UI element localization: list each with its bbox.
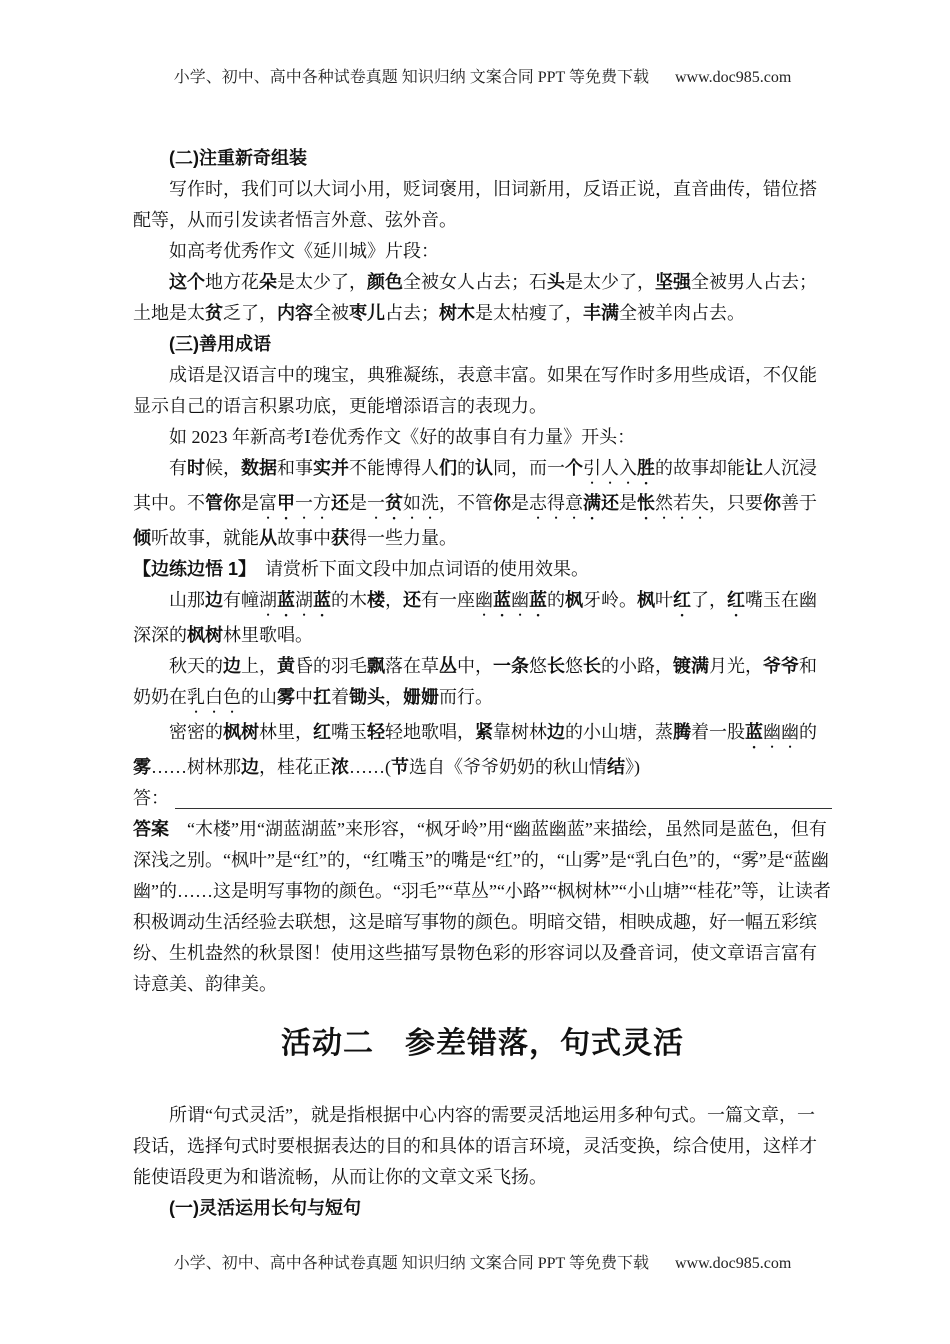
text-run: 们 [439,458,457,478]
text-run: 落在草 [385,656,439,676]
text-run: 头 [547,272,565,292]
text-run: 湖 [295,590,313,610]
text-run: 和奶奶在 [133,656,817,707]
paragraph [133,236,832,267]
text-run: 枫 [565,590,583,610]
text-run: 的故事却能 [655,458,745,478]
text-run: 写作时，我们可以大词小用，贬词褒用，旧词新用，反语正说，直音曲传，错位搭配等，从而引发读者悟言外意、弦外音。 [133,179,817,230]
text-run: 是 [511,493,529,513]
text-run: 和事 [277,458,313,478]
text-run: 是太少了， [565,272,655,292]
text-run: 的 [799,722,817,742]
text-run: 满 [583,493,601,513]
text-run: 地方花 [205,272,259,292]
text-run: 枫 [637,590,655,610]
text-run: 紧 [475,722,493,742]
text-run: 一方 [295,493,331,513]
text-run: 有幢 [223,590,259,610]
text-run: 幽幽 [763,722,799,742]
text-run: 你 [493,493,511,513]
text-run: 是 [619,493,637,513]
text-run: 了， [691,590,727,610]
text-run: 答案 [133,819,169,839]
section-heading-3 [133,329,832,360]
text-run: 选自《爷爷奶奶的秋山情 [409,757,607,777]
text-run: 让 [745,458,763,478]
text-run: 一条 [493,656,529,676]
text-run: 扛 [313,687,331,707]
text-run: 是 [349,493,367,513]
text-run: 一 [367,493,385,513]
text-run: 还 [601,493,619,513]
text-run: ， [385,687,403,707]
text-run: 认 [475,458,493,478]
text-run: 有 [169,458,187,478]
text-run: 听故事，就能 [151,528,259,548]
text-run: 是 [241,493,259,513]
text-run: 时 [187,458,205,478]
text-run: 丛 [439,656,457,676]
text-run: 蓝 [313,590,331,610]
text-run: 红 [727,590,745,610]
text-run: 全被女人占去；石 [403,272,547,292]
text-run: 占去； [385,303,439,323]
text-run: 胜 [637,458,655,478]
text-run: 爷爷 [763,656,799,676]
text-run: 是太少了， [277,272,367,292]
text-run: 树木 [439,303,475,323]
text-run: 着一股 [691,722,745,742]
passage-paragraph [133,651,832,717]
page-footer [133,1250,832,1273]
text-run: 全被男人占去；土地是太 [133,272,817,323]
text-run: ，不管 [439,493,493,513]
text-run: 雾 [133,757,151,777]
paragraph [133,1100,832,1193]
text-run: 着 [331,687,349,707]
paragraph [133,360,832,422]
text-run: 锄头 [349,687,385,707]
text-run: 甲 [277,493,295,513]
text-run: 的山 [241,687,277,707]
text-run: 贫 [385,493,403,513]
text-run: 》) [625,757,640,777]
text-run: ，桂花正 [259,757,331,777]
page-header [133,64,832,87]
text-run: 个 [565,458,583,478]
text-run: 浓 [331,757,349,777]
text-run: 获 [331,528,349,548]
text-run: ， [385,590,403,610]
text-run: 边 [241,757,259,777]
text-run: 中， [457,656,493,676]
text-run: 长 [583,656,601,676]
answer-label: 答： [133,788,169,808]
text-run: 全被 [313,303,349,323]
text-run: 实并 [313,458,349,478]
header-url: www.doc985.com [675,69,792,86]
answer-blank-row [133,783,832,814]
text-run: 蓝 [529,590,547,610]
text-run: (二)注重新奇组装 [169,148,307,168]
text-run: (一)灵活运用长句与短句 [169,1198,361,1218]
footer-text: 小学、初中、高中各种试卷真题 知识归纳 文案合同 PPT 等免费下载 [173,1255,649,1272]
text-run: 枫树 [187,625,223,645]
text-run: 【边练边悟 1】 [133,559,248,579]
example-paragraph [133,453,832,554]
text-run: 贫 [205,303,223,323]
text-run: 结 [607,757,625,777]
text-run: 幽 [475,590,493,610]
answer-blank-line [175,807,832,809]
text-run: 黄 [277,656,295,676]
text-run: 乳白色 [187,687,241,707]
text-run: 不能博得人 [349,458,439,478]
text-run: 有一座 [421,590,475,610]
text-run: 如洗 [403,493,439,513]
text-run: 枫树 [223,722,259,742]
text-run: 人沉浸其中。不 [133,458,817,513]
text-run: 数据 [241,458,277,478]
text-run: 上， [241,656,277,676]
text-run: 倾 [133,528,151,548]
text-run: 节 [391,757,409,777]
text-run: 靠树林 [493,722,547,742]
text-run: 轻 [367,722,385,742]
text-run: 全被羊肉占去。 [619,303,745,323]
text-run: 边 [223,656,241,676]
section-heading-1 [133,1193,832,1224]
text-run: 的小山塘，蒸 [565,722,673,742]
paragraph [133,422,832,453]
text-run: 秋天的 [169,656,223,676]
text-run: 乏了， [223,303,277,323]
text-run: 成语是汉语言中的瑰宝，典雅凝练，表意丰富。如果在写作时多用些成语，不仅能显示自己的语言积累功底，更能增添语言的表现力。 [133,365,817,416]
text-run: 幽 [511,590,529,610]
text-run: 飘 [367,656,385,676]
text-run: 的小路， [601,656,673,676]
text-run: 然若失 [655,493,709,513]
text-run: 活动二 参差错落，句式灵活 [281,1027,684,1060]
text-run: 请赏析下面文段中加点词语的使用效果。 [247,559,590,579]
text-run: 候， [205,458,241,478]
text-run: 还 [403,590,421,610]
text-run: 蓝 [493,590,511,610]
text-run: 是太枯瘦了， [475,303,583,323]
text-run: ……树林那 [151,757,241,777]
text-run: 内容 [277,303,313,323]
text-run: 引人入 [583,458,637,478]
text-run: 中 [295,687,313,707]
section-heading-2 [133,143,832,174]
text-run: 密密的 [169,722,223,742]
passage-paragraph [133,585,832,651]
text-run: 蓝 [277,590,295,610]
text-run: (三)善用成语 [169,334,271,354]
text-run: 湖 [259,590,277,610]
text-run: 朵 [259,272,277,292]
text-run: 从 [259,528,277,548]
text-run: 如高考优秀作文《延川城》片段： [169,241,439,261]
text-run: 的 [547,590,565,610]
text-run: 牙岭。 [583,590,637,610]
document-body [133,143,832,1224]
text-run: 怅 [637,493,655,513]
text-run: ……( [349,757,391,777]
text-run: 林里， [259,722,313,742]
example-paragraph [133,267,832,329]
answer-paragraph [133,814,832,1000]
text-run: “木楼”用“湖蓝湖蓝”来形容，“枫牙岭”用“幽蓝幽蓝”来描绘，虽然同是蓝色，但有深浅之别。“枫叶”是“红”的，“红嘴玉”的嘴是“红”的，“山雾”是“乳白色”的，“雾”是“蓝幽幽”的……这是明写事物的颜色。“羽毛”“草丛”“小路”“枫树林”“小山塘”“桂花”等，让读者积极调动生活经验去联想，这是暗写事物的颜色。明暗交错，相映成趣，好一幅五彩缤纷、生机盎然的秋景图！使用这些描写景物色彩的形容词以及叠音词，使文章语言富有诗意美、韵律美。 [133,819,831,994]
text-run: 楼 [367,590,385,610]
text-run: 这个 [169,272,205,292]
text-run: 的木 [331,590,367,610]
text-run: 同，而一 [493,458,565,478]
practice-prompt [133,554,832,585]
text-run: 叶 [655,590,673,610]
text-run: 嘴玉在幽深深的 [133,590,817,645]
text-run: 志得意 [529,493,583,513]
text-run: 如 2023 年新高考Ⅰ卷优秀作文《好的故事自有力量》开头： [169,427,636,447]
text-run: 镀满 [673,656,709,676]
text-run: 故事中 [277,528,331,548]
text-run: 枣儿 [349,303,385,323]
paragraph [133,174,832,236]
passage-paragraph [133,717,832,783]
text-run: 所谓“句式灵活”，就是指根据中心内容的需要灵活地运用多种句式。一篇文章，一段话，选择句式时要根据表达的目的和具体的语言环境，灵活变换，综合使用，这样才能使语段更为和谐流畅，从而让你的文章文采飞扬。 [133,1105,817,1187]
text-run: 悠 [565,656,583,676]
text-run: 姗姗 [403,687,439,707]
text-run: 雾 [277,687,295,707]
text-run: 坚强 [655,272,691,292]
text-run: 轻地歌唱， [385,722,475,742]
activity-title [133,1024,832,1064]
text-run: 昏的羽毛 [295,656,367,676]
text-run: 山那 [169,590,205,610]
text-run: 颜色 [367,272,403,292]
text-run: 腾 [673,722,691,742]
header-text: 小学、初中、高中各种试卷真题 知识归纳 文案合同 PPT 等免费下载 [173,69,649,86]
text-run: 还 [331,493,349,513]
text-run: 你 [763,493,781,513]
text-run: 得一些力量。 [349,528,457,548]
text-run: 边 [205,590,223,610]
text-run: 管你 [205,493,241,513]
text-run: 丰满 [583,303,619,323]
text-run: 富 [259,493,277,513]
text-run: 的 [457,458,475,478]
text-run: 蓝 [745,722,763,742]
text-run: ，只要 [709,493,763,513]
text-run: 嘴玉 [331,722,367,742]
text-run: 善于 [781,493,817,513]
text-run: 而行。 [439,687,493,707]
text-run: 红 [313,722,331,742]
text-run: 红 [673,590,691,610]
text-run: 悠 [529,656,547,676]
text-run: 月光， [709,656,763,676]
text-run: 边 [547,722,565,742]
footer-url: www.doc985.com [675,1255,792,1272]
text-run: 林里歌唱。 [223,625,313,645]
text-run: 长 [547,656,565,676]
